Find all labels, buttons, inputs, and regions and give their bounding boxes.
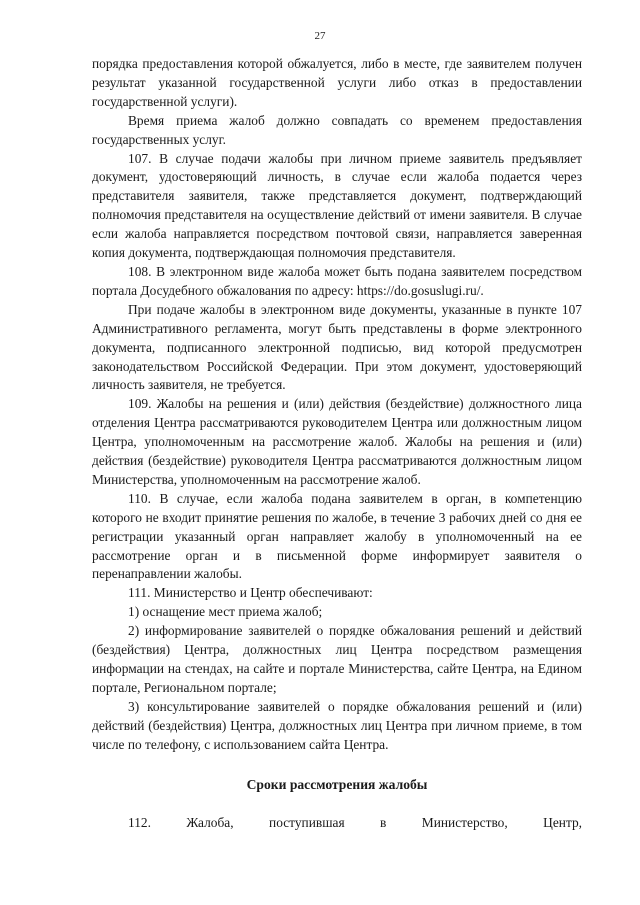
list-item-2: 2) информирование заявителей о порядке обжалования решений и действий (бездействия) Центра, должностных лиц Центра посредством размещения информации на стендах, на сайте и портале Министерства, сайте Центра, на Едином портале, Региональном портале; bbox=[92, 623, 582, 695]
paragraph-111: 111. Министерство и Центр обеспечивают: bbox=[128, 585, 373, 601]
paragraph-112: 112. Жалоба, поступившая в Министерство, Центр, bbox=[128, 814, 582, 830]
list-item-3: 3) консультирование заявителей о порядке обжалования решений и (или) действий (бездействия) Центра, должностных лиц Центра при личном приеме, в том числе по телефону, с использованием сайта Центра. bbox=[92, 698, 582, 752]
paragraph-electronic-submission: При подаче жалобы в электронном виде документы, указанные в пункте 107 Административного регламента, могут быть представлены в форме электронного документа, подписанного электронной подписью, вид которой предусмотрен законодательством Российской Федерации. При этом документ, удостоверяющий личность заявителя, не требуется. bbox=[92, 301, 582, 393]
paragraph-107: 107. В случае подачи жалобы при личном приеме заявитель предъявляет документ, удостоверяющий личность, в случае если жалоба подается через представителя заявителя, также представляется документ, подтверждающий полномочия представителя на осуществление действий от имени заявителя. В случае если жалоба направляется посредством почтовой связи, направляется заверенная копия документа, подтверждающая полномочия представителя. bbox=[92, 150, 582, 261]
section-heading: Сроки рассмотрения жалобы bbox=[246, 776, 428, 792]
paragraph-108: 108. В электронном виде жалоба может быть подана заявителем посредством портала Досудебного обжалования по адресу: https://do.gosuslugi.ru/. bbox=[92, 263, 582, 298]
page-number: 27 bbox=[314, 30, 326, 42]
paragraph-reception-time: Время приема жалоб должно совпадать со временем предоставления государственных услуг. bbox=[92, 112, 582, 147]
paragraph-109: 109. Жалобы на решения и (или) действия (бездействие) должностного лица отделения Центра рассматриваются руководителем Центра или должностным лицом Центра, уполномоченным на рассмотрение жалоб. Жалобы на решения и (или) действия (бездействие) руководителя Центра рассматриваются должностным лицом Министерства, уполномоченным на рассмотрение жалоб. bbox=[92, 396, 582, 487]
paragraph-continuation: порядка предоставления которой обжалуется, либо в месте, где заявителем получен результат указанной государственной услуги либо отказ в предоставлении государственной услуги). bbox=[92, 56, 582, 109]
list-item-1: 1) оснащение мест приема жалоб; bbox=[128, 604, 323, 620]
paragraph-110: 110. В случае, если жалоба подана заявителем в орган, в компетенцию которого не входит принятие решения по жалобе, в течение 3 рабочих дней со дня ее регистрации указанный орган направляет жалобу в уполномоченный на ее рассмотрение орган и в письменной форме информирует заявителя о перенаправлении жалобы. bbox=[92, 490, 582, 582]
document-body bbox=[92, 55, 582, 832]
